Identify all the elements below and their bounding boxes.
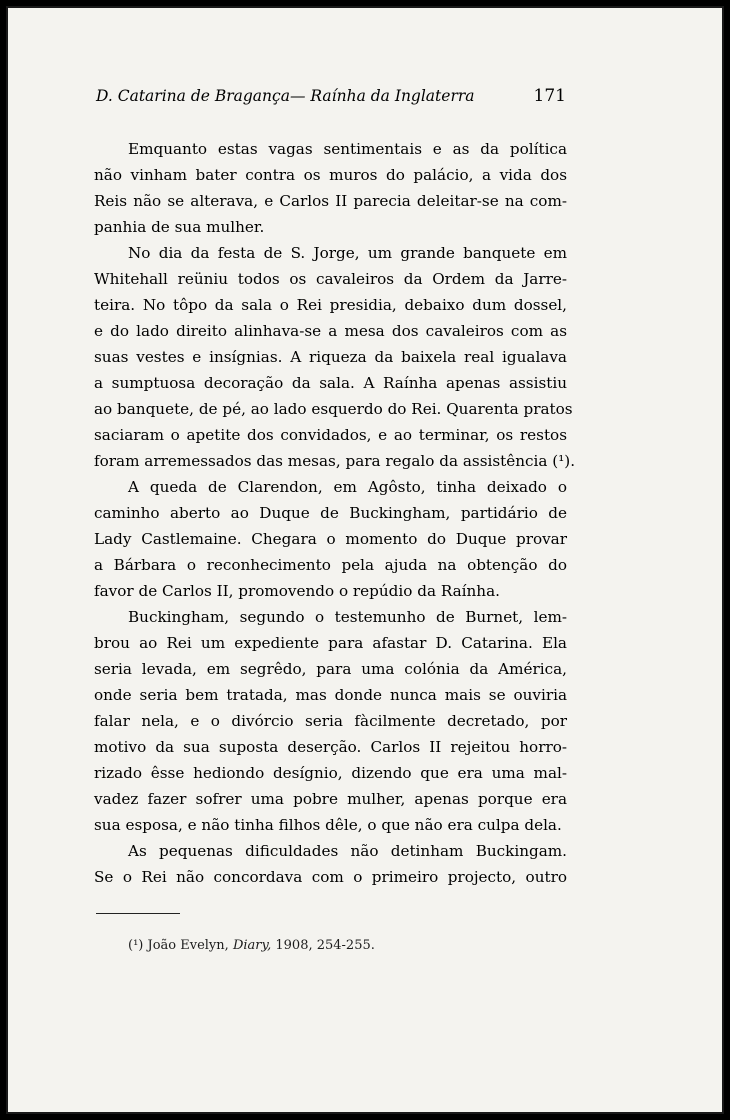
text-line: Lady Castlemaine. Chegara o momento do Duque provar (94, 530, 567, 548)
text-line: favor de Carlos II, promovendo o repúdio da Raínha. (94, 582, 500, 600)
text-line: rizado êsse hediondo desígnio, dizendo que era uma mal- (94, 764, 567, 782)
text-line: e do lado direito alinhava-se a mesa dos cavaleiros com as (94, 322, 567, 340)
footnote-work: Diary, (232, 938, 272, 953)
text-line: Se o Rei não concordava com o primeiro projecto, outro (94, 868, 567, 886)
text-line: caminho aberto ao Duque de Buckingham, partidário de (94, 504, 567, 522)
text-line: teira. No tôpo da sala o Rei presidia, debaixo dum dossel, (94, 296, 567, 314)
footnote-marker: (¹) (128, 938, 144, 953)
text-line: motivo da sua suposta deserção. Carlos II rejeitou horro- (94, 738, 567, 756)
text-line: onde seria bem tratada, mas donde nunca mais se ouviria (94, 686, 567, 704)
text-line: A queda de Clarendon, em Agôsto, tinha deixado o (128, 478, 567, 496)
text-line: No dia da festa de S. Jorge, um grande banquete em (128, 244, 567, 262)
text-line: a Bárbara o reconhecimento pela ajuda na obtenção do (94, 556, 567, 574)
text-line: Reis não se alterava, e Carlos II parecia deleitar-se na com- (94, 192, 567, 210)
footnote-rule (96, 913, 180, 914)
body-text (94, 136, 576, 890)
text-line: foram arremessados das mesas, para regalo da assistência (¹). (94, 452, 576, 470)
running-head (96, 86, 566, 106)
text-line: ao banquete, de pé, ao lado esquerdo do Rei. Quarenta pratos (94, 400, 573, 418)
text-line: panhia de sua mulher. (94, 218, 265, 236)
text-line: Whitehall reüniu todos os cavaleiros da Ordem da Jarre- (94, 270, 567, 288)
page-number: 171 (533, 86, 566, 106)
text-line: brou ao Rei um expediente para afastar D. Catarina. Ela (94, 634, 567, 652)
footnote-author: João Evelyn, (147, 938, 229, 953)
running-head-title: D. Catarina de Bragança— Raínha da Inglaterra (96, 87, 475, 105)
scanned-page (6, 6, 724, 1114)
text-line: não vinham bater contra os muros do palácio, a vida dos (94, 166, 567, 184)
text-line: suas vestes e insígnias. A riqueza da baixela real igualava (94, 348, 567, 366)
text-line: seria levada, em segrêdo, para uma colónia da América, (94, 660, 567, 678)
footnote (128, 938, 375, 953)
text-line: falar nela, e o divórcio seria fàcilmente decretado, por (94, 712, 567, 730)
text-line: a sumptuosa decoração da sala. A Raínha apenas assistiu (94, 374, 567, 392)
text-line: sua esposa, e não tinha filhos dêle, o que não era culpa dela. (94, 816, 562, 834)
text-line: vadez fazer sofrer uma pobre mulher, apenas porque era (94, 790, 567, 808)
text-line: Emquanto estas vagas sentimentais e as da política (128, 140, 567, 158)
footnote-details: 1908, 254-255. (275, 938, 375, 953)
text-line: saciaram o apetite dos convidados, e ao terminar, os restos (94, 426, 567, 444)
text-line: As pequenas dificuldades não detinham Buckingam. (128, 842, 567, 860)
text-line: Buckingham, segundo o testemunho de Burnet, lem- (128, 608, 567, 626)
